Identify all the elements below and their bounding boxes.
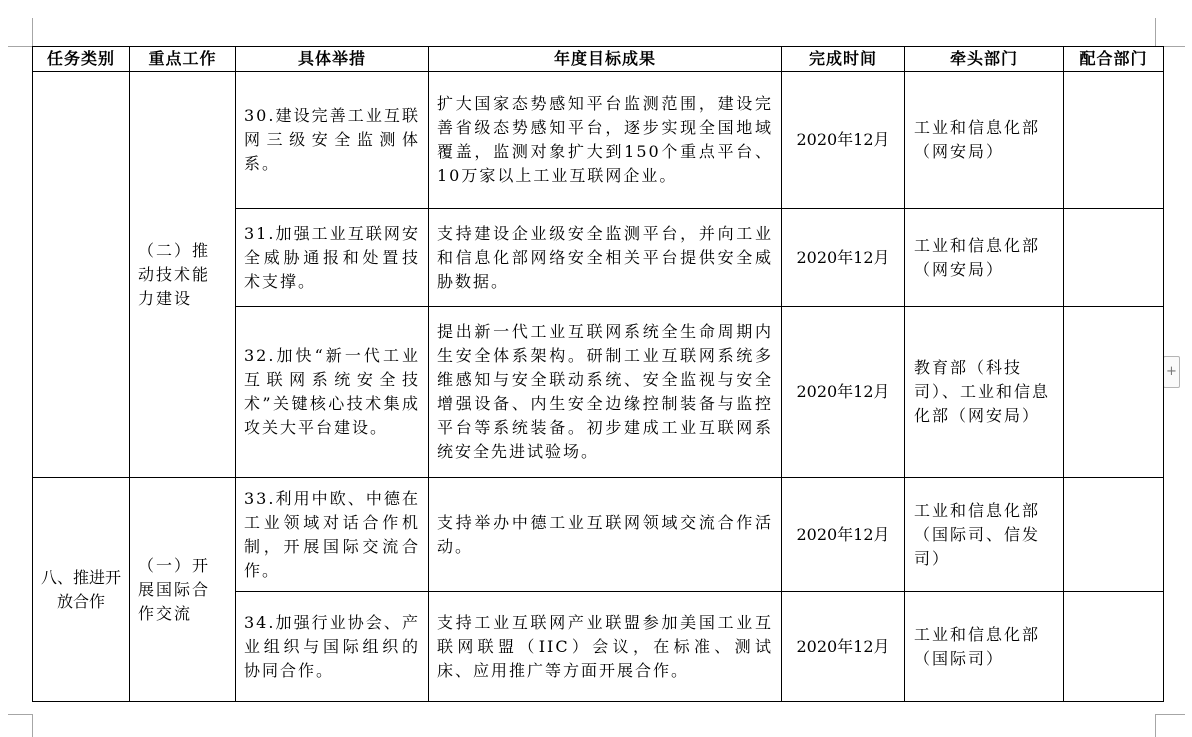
measure-cell: 30.建设完善工业互联网三级安全监测体系。: [236, 72, 429, 209]
cooperate-dept-cell: [1064, 307, 1164, 478]
expand-panel-button[interactable]: [1163, 356, 1180, 388]
header-goal: 年度目标成果: [429, 47, 782, 72]
crop-mark-bottom-right-v: [1155, 714, 1156, 737]
goal-cell: 提出新一代工业互联网系统全生命周期内生安全体系架构。研制工业互联网系统多维感知与安全联动系统、安全监视与安全增强设备、内生安全边缘控制装备与监控平台等系统装备。初步建成工业互联网系统安全先进试验场。: [429, 307, 782, 478]
cooperate-dept-cell: [1064, 478, 1164, 592]
time-cell: 2020年12月: [782, 592, 905, 702]
cooperate-dept-cell: [1064, 592, 1164, 702]
goal-cell: 支持工业互联网产业联盟参加美国工业互联网联盟（IIC）会议，在标准、测试床、应用推广等方面开展合作。: [429, 592, 782, 702]
goal-cell: 支持举办中德工业互联网领域交流合作活动。: [429, 478, 782, 592]
crop-mark-bottom-left-h: [8, 714, 32, 715]
table-row: [33, 72, 1164, 209]
task-cell: （二）推动技术能力建设: [130, 72, 236, 478]
table-row: [33, 478, 1164, 592]
header-category: 任务类别: [33, 47, 130, 72]
header-cooperate: 配合部门: [1064, 47, 1164, 72]
header-measure: 具体举措: [236, 47, 429, 72]
plus-icon: +: [1166, 364, 1177, 379]
time-cell: 2020年12月: [782, 209, 905, 307]
lead-dept-cell: 工业和信息化部（网安局）: [905, 209, 1064, 307]
time-cell: 2020年12月: [782, 72, 905, 209]
header-task: 重点工作: [130, 47, 236, 72]
category-cell: 八、推进开放合作: [33, 478, 130, 702]
measure-cell: 31.加强工业互联网安全威胁通报和处置技术支撑。: [236, 209, 429, 307]
table-header-row: [33, 47, 1164, 72]
lead-dept-cell: 工业和信息化部（国际司、信发司）: [905, 478, 1064, 592]
measure-cell: 33.利用中欧、中德在工业领域对话合作机制，开展国际交流合作。: [236, 478, 429, 592]
cooperate-dept-cell: [1064, 72, 1164, 209]
crop-mark-top-right-v: [1155, 18, 1156, 46]
task-table: [32, 46, 1164, 702]
crop-mark-bottom-left-v: [32, 714, 33, 737]
category-cell: [33, 72, 130, 478]
header-time: 完成时间: [782, 47, 905, 72]
crop-mark-top-left-h: [8, 46, 32, 47]
cooperate-dept-cell: [1064, 209, 1164, 307]
lead-dept-cell: 工业和信息化部（网安局）: [905, 72, 1064, 209]
measure-cell: 32.加快“新一代工业互联网系统安全技术”关键核心技术集成攻关大平台建设。: [236, 307, 429, 478]
measure-cell: 34.加强行业协会、产业组织与国际组织的协同合作。: [236, 592, 429, 702]
goal-cell: 扩大国家态势感知平台监测范围，建设完善省级态势感知平台，逐步实现全国地域覆盖，监测对象扩大到150个重点平台、10万家以上工业互联网企业。: [429, 72, 782, 209]
lead-dept-cell: 教育部（科技司）、工业和信息化部（网安局）: [905, 307, 1064, 478]
time-cell: 2020年12月: [782, 478, 905, 592]
crop-mark-top-right-h: [1163, 46, 1185, 47]
task-cell: （一）开展国际合作交流: [130, 478, 236, 702]
time-cell: 2020年12月: [782, 307, 905, 478]
crop-mark-bottom-right-h: [1155, 714, 1185, 715]
crop-mark-top-left-v: [32, 18, 33, 46]
goal-cell: 支持建设企业级安全监测平台，并向工业和信息化部网络安全相关平台提供安全威胁数据。: [429, 209, 782, 307]
lead-dept-cell: 工业和信息化部（国际司）: [905, 592, 1064, 702]
header-lead: 牵头部门: [905, 47, 1064, 72]
